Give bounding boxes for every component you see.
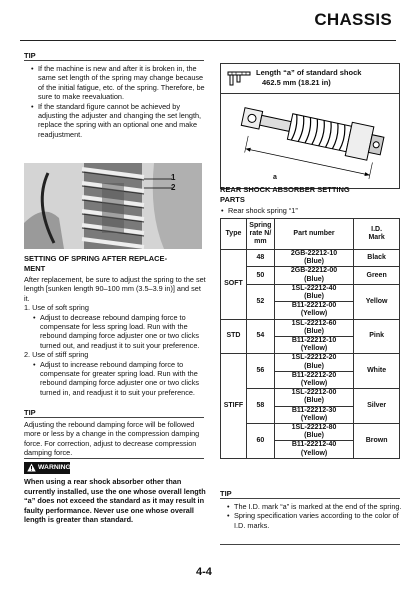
part-number: 2GB-22212-00 [290,267,338,275]
parts-heading-line2: PARTS [220,194,245,204]
setting-heading-line2: MENT [24,263,46,273]
caliper-icon [227,70,251,92]
part-cell [274,389,353,406]
callout-value: 462.5 mm (18.21 in) [262,77,331,87]
setting-heading [24,254,206,273]
part-cell [274,337,353,354]
tip-rule [220,498,400,499]
step-1-bullet: • Adjust to decrease rebound damping force to compensate for less spring load. Run with the rebound damping force adjuster one or two clicks turned out, and readjust it to suit your preference. [40,313,206,351]
mark-cell: Yellow [354,284,400,319]
part-number: 1SL-22212-00 [291,389,337,397]
callout-header [221,64,399,94]
type-cell: STD [221,319,247,354]
part-color: (Blue) [304,397,324,405]
tip-bullet: • If the machine is new and after it is broken in, the same set length of the spring may change because of the initial fatigue, etc. of the spring. Therefore, be sure to make reevaluation. [38,64,208,102]
part-number: 1SL-22212-80 [291,424,337,432]
tip-rule [24,60,204,61]
part-cell [274,302,353,319]
shock-absorber-illustration [221,94,399,188]
col-header-type: Type [221,219,247,250]
warning-badge [24,462,70,474]
warning-icon [27,463,36,477]
parts-subtitle-text: • Rear shock spring “1” [228,206,402,215]
table-row [221,389,400,406]
tip-rule [220,544,400,545]
part-number: B11-22212-20 [291,371,337,379]
setting-intro: After replacement, be sure to adjust the spring to the set length [sunken length 90–100 mm (3.5–3.9 in)] and set it. [24,275,206,303]
part-color: (Yellow) [300,380,328,388]
part-cell [274,250,353,267]
table-row [221,424,400,441]
type-cell: SOFT [221,250,247,320]
part-number: 1SL-22212-20 [291,354,337,362]
part-number: 1SL-22212-40 [291,284,337,292]
col-header-part: Part number [274,219,353,250]
mark-cell: Pink [354,319,400,354]
shock-length-callout [220,63,400,189]
tip-label: TIP [24,408,36,417]
step-1: 1. Use of soft spring [24,303,89,313]
table-row [221,267,400,284]
mark-cell: Brown [354,424,400,459]
table-row [221,250,400,267]
part-number: B11-22212-30 [291,406,337,414]
col-header-rate [246,219,274,250]
part-color: (Yellow) [300,310,328,318]
tip-rule [24,458,204,459]
col-header-mark-line1: I.D. [371,225,383,233]
callout-1: 1 [171,173,176,182]
table-row [221,284,400,301]
part-color: (Blue) [304,362,324,370]
mark-cell: Green [354,267,400,284]
part-cell [274,267,353,284]
part-number: B11-22212-00 [291,302,337,310]
col-header-rate-line1: Spring [249,221,272,229]
step-2-bullet: • Adjust to increase rebound damping force to compensate for greater spring load. Run with the rebound damping force adjuster one or two clicks turned in, and readjust it to suit your preference. [40,360,206,398]
part-number: 1SL-22212-60 [291,319,337,327]
part-cell [274,424,353,441]
warning-text: When using a rear shock absorber other than currently installed, use the one whose overall length “a” does not exceed the standard as it may result in faulty performance. Never use one whose overall length is greater than standard. [24,477,206,525]
page-number: 4-4 [196,566,212,578]
part-number: 2GB-22212-10 [290,250,338,257]
tip-list [30,64,208,139]
part-cell [274,441,353,458]
tip-rule [24,417,204,418]
tip-bullet: • If the standard figure cannot be achieved by adjusting the adjuster and changing the set length, replace the spring with an optional one and make readjustment. [38,102,208,140]
part-cell [274,371,353,388]
warning-label: WARNING [38,464,71,471]
part-cell [274,354,353,371]
table-header-row [221,219,400,250]
dimension-label: a [273,174,277,181]
part-color: (Yellow) [300,449,328,457]
part-color: (Blue) [304,275,324,283]
setting-body [24,275,206,397]
col-header-rate-line3: mm [254,238,267,246]
mark-cell: Silver [354,389,400,424]
rate-cell: 54 [246,319,274,354]
part-cell [274,284,353,301]
rate-cell: 56 [246,354,274,389]
col-header-mark-line2: Mark [368,234,385,241]
callout-2: 2 [171,183,176,192]
mark-cell: Black [354,250,400,267]
spring-spec-table [220,218,400,459]
part-number: B11-22212-40 [291,441,337,449]
rate-cell: 60 [246,424,274,459]
callout-title: Length “a” of standard shock [256,68,362,77]
part-color: (Blue) [304,258,324,266]
parts-heading-line1: REAR SHOCK ABSORBER SETTING [220,185,350,194]
parts-subtitle [220,206,402,215]
part-number: B11-22212-10 [291,337,337,345]
parts-heading [220,185,402,204]
tip-bullet: • The I.D. mark “a” is marked at the end of the spring. [234,502,402,511]
step-2: 2. Use of stiff spring [24,350,89,360]
part-color: (Yellow) [300,414,328,422]
tip-bullet: • Spring specification varies according to the color of I.D. marks. [234,511,402,530]
tip-label: TIP [220,489,232,498]
rate-cell: 50 [246,267,274,284]
rate-cell: 52 [246,284,274,319]
tip-label: TIP [24,51,36,60]
part-color: (Blue) [304,432,324,440]
col-header-rate-line2: rate N/ [249,229,272,237]
tip-text: Adjusting the rebound damping force will be followed more or less by a change in the compression damping force. For correction, adjust to decrease compression damping force. [24,420,200,458]
part-color: (Yellow) [300,345,328,353]
mark-cell: White [354,354,400,389]
rate-cell: 48 [246,250,274,267]
table-row [221,319,400,336]
table-row [221,354,400,371]
part-color: (Blue) [304,327,324,335]
rate-cell: 58 [246,389,274,424]
header-rule [20,40,396,41]
page-title: CHASSIS [314,10,392,29]
type-cell: STIFF [221,354,247,458]
part-cell [274,319,353,336]
part-color: (Blue) [304,293,324,301]
col-header-mark [354,219,400,250]
setting-heading-line1: SETTING OF SPRING AFTER REPLACE- [24,254,168,263]
tip-list [226,502,402,530]
part-cell [274,406,353,423]
